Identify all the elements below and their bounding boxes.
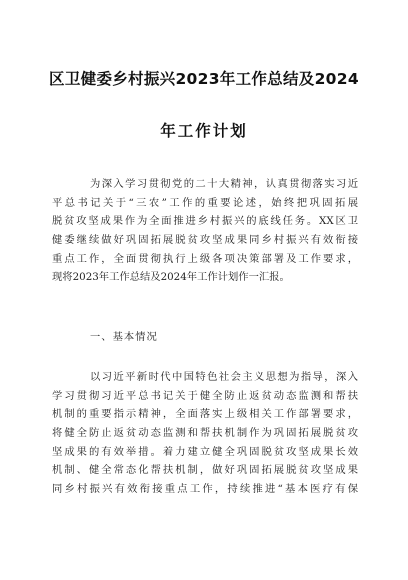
paragraph-line: 现将2023年工作总结及2024年工作计划作一汇报。 xyxy=(52,271,290,284)
paragraph-line: 学习贯彻习近平总书记关于健全防止返贫动态监测和帮扶 xyxy=(52,389,358,402)
paragraph-line: 健委继续做好巩固拓展脱贫攻坚成果同乡村振兴有效衔接 xyxy=(52,234,358,247)
intro-paragraph xyxy=(52,175,358,287)
paragraph-line: 机制、健全常态化帮扶机制，做好巩固拓展脱贫攻坚成果 xyxy=(52,464,358,477)
paragraph-line: 以习近平新时代中国特色社会主义思想为指导，深入 xyxy=(90,371,358,383)
paragraph-line: 平总书记关于“三农”工作的重要论述，始终把巩固拓展 xyxy=(52,196,358,209)
section-paragraph xyxy=(52,368,358,499)
document-title-line-2: 年工作计划 xyxy=(160,122,248,140)
paragraph-line: 将健全防止返贫动态监测和帮扶机制作为巩固拓展脱贫攻 xyxy=(52,427,358,440)
document-title-line-1: 区卫健委乡村振兴2023年工作总结及2024 xyxy=(49,70,359,88)
section-heading-basic-situation: 一、基本情况 xyxy=(90,331,158,343)
paragraph-line: 为深入学习贯彻党的二十大精神，认真贯彻落实习近 xyxy=(90,178,358,190)
paragraph-line: 同乡村振兴有效衔接重点工作，持续推进“基本医疗有保 xyxy=(52,483,358,496)
paragraph-line: 脱贫攻坚成果作为全面推进乡村振兴的底线任务。XX区卫 xyxy=(52,215,358,228)
paragraph-line: 机制的重要指示精神，全面落实上级相关工作部署要求， xyxy=(52,408,358,421)
paragraph-line: 重点工作，全面贯彻执行上级各项决策部署及工作要求， xyxy=(52,252,358,265)
paragraph-line: 坚成果的有效举措。着力建立健全巩固脱贫攻坚成果长效 xyxy=(52,445,358,458)
